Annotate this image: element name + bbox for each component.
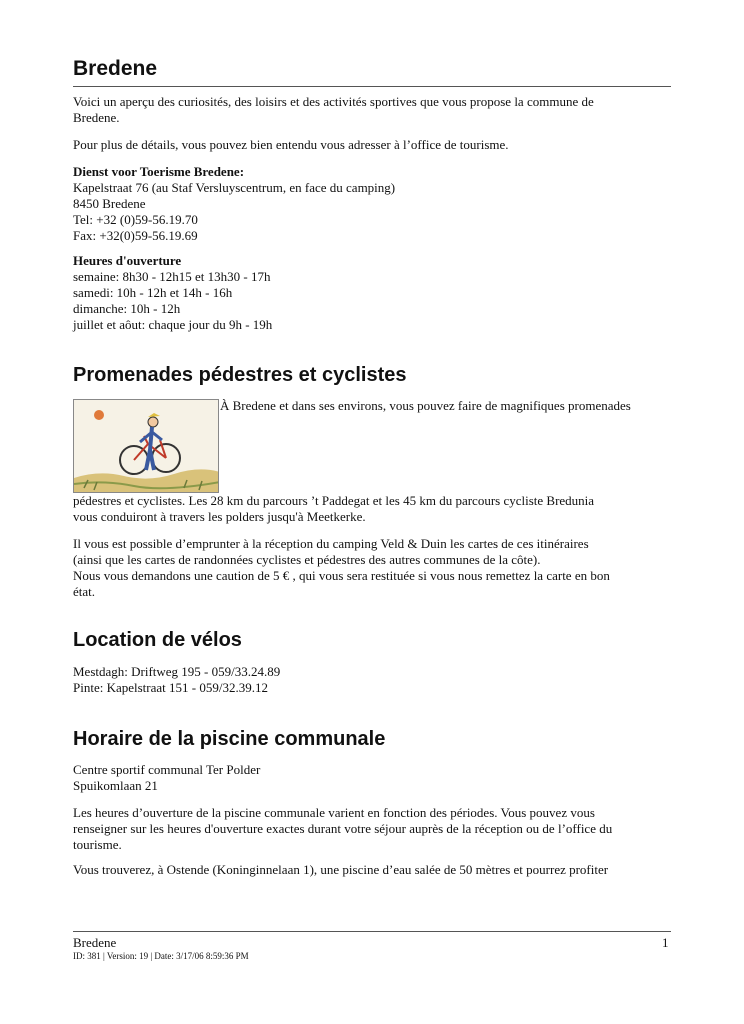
intro-details: Pour plus de détails, vous pouvez bien entendu vous adresser à l’office de tourisme. bbox=[73, 137, 509, 152]
section-heading-bikes: Location de vélos bbox=[73, 629, 242, 651]
contact-postcode: 8450 Bredene bbox=[73, 196, 146, 211]
hours-heading: Heures d'ouverture bbox=[73, 253, 182, 268]
walks-maps-line: Il vous est possible d’emprunter à la réception du camping Veld & Duin les cartes de ces itinéraires bbox=[73, 536, 589, 551]
section-heading-pool: Horaire de la piscine communale bbox=[73, 728, 386, 750]
footer-page-number: 1 bbox=[662, 935, 669, 950]
walks-maps-paragraph bbox=[73, 536, 671, 600]
page-title: Bredene bbox=[73, 56, 671, 87]
intro-paragraph bbox=[73, 94, 671, 126]
pool-hours-line: Les heures d’ouverture de la piscine communale varient en fonction des périodes. Vous pouvez vous bbox=[73, 805, 595, 820]
intro-line: Voici un aperçu des curiosités, des loisirs et des activités sportives que vous propose la commune de bbox=[73, 94, 594, 109]
intro-line: Bredene. bbox=[73, 110, 120, 125]
hours-line: semaine: 8h30 - 12h15 et 13h30 - 17h bbox=[73, 269, 271, 284]
walks-paragraph bbox=[73, 493, 671, 525]
pool-address bbox=[73, 762, 671, 794]
contact-phone: Tel: +32 (0)59-56.19.70 bbox=[73, 212, 198, 227]
footer-meta: ID: 381 | Version: 19 | Date: 3/17/06 8:59:36 PM bbox=[73, 951, 249, 961]
contact-heading: Dienst voor Toerisme Bredene: bbox=[73, 164, 245, 179]
bikes-line: Mestdagh: Driftweg 195 - 059/33.24.89 bbox=[73, 664, 281, 679]
cyclist-illustration-svg bbox=[74, 400, 219, 493]
hours-line: juillet et aôut: chaque jour du 9h - 19h bbox=[73, 317, 273, 332]
walks-maps-line: état. bbox=[73, 584, 96, 599]
walks-float-line: À Bredene et dans ses environs, vous pouvez faire de magnifiques promenades bbox=[220, 398, 631, 413]
pool-hours-line: tourisme. bbox=[73, 837, 122, 852]
footer-title: Bredene bbox=[73, 935, 117, 950]
section-heading-walks: Promenades pédestres et cyclistes bbox=[73, 364, 407, 386]
pool-address-line: Centre sportif communal Ter Polder bbox=[73, 762, 261, 777]
walks-line: pédestres et cyclistes. Les 28 km du parcours ’t Paddegat et les 45 km du parcours cycliste Bredunia bbox=[73, 493, 595, 508]
walks-line: vous conduiront à travers les polders jusqu'à Meetkerke. bbox=[73, 509, 366, 524]
hours-block bbox=[73, 253, 671, 333]
walks-maps-line: Nous vous demandons une caution de 5 € , qui vous sera restituée si vous nous remettez la carte en bon bbox=[73, 568, 610, 583]
contact-address: Kapelstraat 76 (au Staf Versluyscentrum, en face du camping) bbox=[73, 180, 396, 195]
footer-divider bbox=[73, 931, 671, 932]
pool-hours-paragraph bbox=[73, 805, 671, 853]
bikes-paragraph bbox=[73, 664, 671, 696]
pool-address-line: Spuikomlaan 21 bbox=[73, 778, 158, 793]
hours-line: samedi: 10h - 12h et 14h - 16h bbox=[73, 285, 233, 300]
pool-hours-line: renseigner sur les heures d'ouverture exactes durant votre séjour auprès de la réception ou de l’office du bbox=[73, 821, 613, 836]
walks-maps-line: (ainsi que les cartes de randonnées cyclistes et pédestres des autres communes de la côte). bbox=[73, 552, 541, 567]
bikes-line: Pinte: Kapelstraat 151 - 059/32.39.12 bbox=[73, 680, 268, 695]
contact-block bbox=[73, 164, 671, 244]
cyclist-illustration bbox=[73, 399, 219, 493]
pool-ostende-paragraph: Vous trouverez, à Ostende (Koninginnelaan 1), une piscine d’eau salée de 50 mètres et pourrez profiter bbox=[73, 862, 609, 877]
contact-fax: Fax: +32(0)59-56.19.69 bbox=[73, 228, 198, 243]
hours-line: dimanche: 10h - 12h bbox=[73, 301, 181, 316]
